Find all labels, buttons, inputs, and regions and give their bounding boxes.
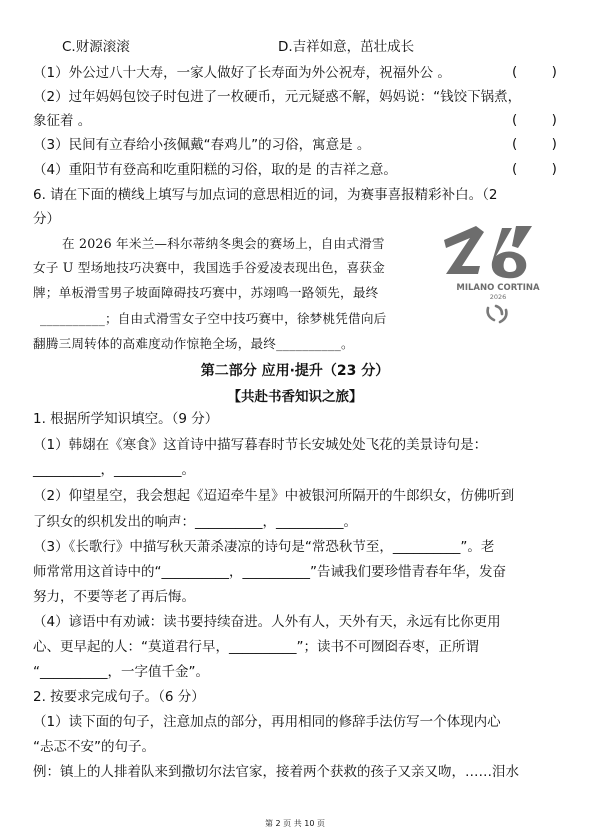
q6-passage-line: __________；自由式滑雪女子空中技巧赛中，徐梦桃凭借向后 xyxy=(40,311,387,326)
q1-line: “__________，一字值千金”。 xyxy=(33,664,209,680)
q6-title-cont: 分） xyxy=(33,211,60,227)
q1-line: 努力，不要等老了再后悔。 xyxy=(33,589,195,605)
q1-line: __________，__________。 xyxy=(33,462,195,478)
answer-paren-2: ( ) xyxy=(512,112,557,128)
q6-passage-line: 女子 U 型场地技巧决赛中，我国选手谷爱凌表现出色，喜获金 xyxy=(33,260,385,275)
page-number: 第 2 页 共 10 页 xyxy=(265,819,325,828)
q2-line: 例：镇上的人排着队来到撒切尔法官家，接着两个获救的孩子又亲又吻，……泪水 xyxy=(33,764,519,780)
answer-paren-3: ( ) xyxy=(512,136,557,152)
logo-year: 2026 xyxy=(489,293,507,301)
q5-item-1: （1）外公过八十大寿，一家人做好了长寿面为外公祝寿，祝福外公 。 xyxy=(33,65,451,81)
q5-item-2-cont: 象征着 。 xyxy=(33,113,92,129)
q1-line: （4）谚语中有劝诫：读书要持续奋进。人外有人，天外有天，永远有比你更用 xyxy=(33,614,501,630)
option-c: C.财源滚滚 xyxy=(62,39,130,55)
q5-item-2: （2）过年妈妈包饺子时包进了一枚硬币，元元疑惑不解，妈妈说：“钱饺下锅煮， xyxy=(33,89,522,105)
answer-paren-1: ( ) xyxy=(512,64,557,80)
q6-passage-line: 翻腾三周转体的高难度动作惊艳全场，最终__________。 xyxy=(33,336,354,351)
q5-item-3: （3）民间有立春给小孩佩戴“春鸡儿”的习俗，寓意是 。 xyxy=(33,137,371,153)
q1-line: 心、更早起的人：“莫道君行早，__________”；读书不可囫囵吞枣，正所谓 xyxy=(33,639,479,655)
q1-line: （1）韩翃在《寒食》这首诗中描写暮春时节长安城处处飞花的美景诗句是： xyxy=(33,437,488,453)
q1-title: 1. 根据所学知识填空。（9 分） xyxy=(33,411,219,427)
q2-title: 2. 按要求完成句子。（6 分） xyxy=(33,689,205,705)
q6-title: 6. 请在下面的横线上填写与加点词的意思相近的词，为赛事喜报精彩补白。（2 xyxy=(33,187,498,203)
q5-item-4: （4）重阳节有登高和吃重阳糕的习俗，取的是 的吉祥之意。 xyxy=(33,162,397,178)
q6-passage-line: 在 2026 年米兰—科尔蒂纳冬奥会的赛场上，自由式滑雪 xyxy=(62,236,385,251)
milano-cortina-logo xyxy=(432,222,564,328)
q6-passage-line: 牌；单板滑雪男子坡面障碍技巧赛中，苏翊鸣一路领先，最终 xyxy=(33,285,379,300)
q2-line: “忐忑不安”的句子。 xyxy=(33,739,155,755)
option-d: D.吉祥如意，茁壮成长 xyxy=(278,39,415,55)
q1-line: 了织女的织机发出的响声：__________，__________。 xyxy=(33,514,357,530)
q1-line: （2）仰望星空，我会想起《迢迢牵牛星》中被银河所隔开的牛郎织女，仿佛听到 xyxy=(33,488,515,504)
q1-line: 师常常用这首诗中的“__________，__________”告诫我们要珍惜青春年华，发奋 xyxy=(33,564,506,580)
q1-line: （3）《长歌行》中描写秋天萧杀凄凉的诗句是“常恐秋节至，__________”。老 xyxy=(33,539,495,555)
part2-subtitle: 【共赴书香知识之旅】 xyxy=(227,389,363,405)
part2-title: 第二部分 应用·提升（23 分） xyxy=(200,363,390,379)
logo-text: MILANO CORTINA xyxy=(456,283,540,293)
q2-line: （1）读下面的句子，注意加点的部分，再用相同的修辞手法仿写一个体现内心 xyxy=(33,714,501,730)
answer-paren-4: ( ) xyxy=(512,161,557,177)
